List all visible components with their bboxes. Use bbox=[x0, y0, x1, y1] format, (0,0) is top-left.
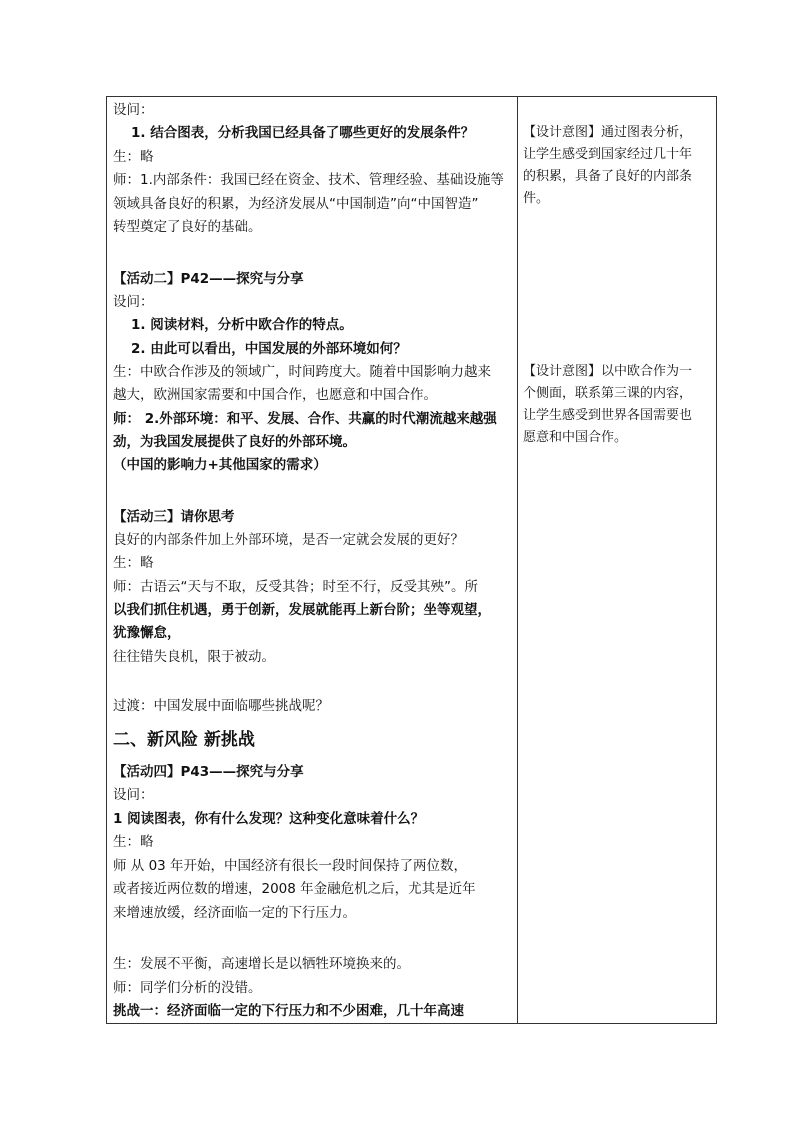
column-divider bbox=[517, 97, 518, 1023]
teacher-text: 领域具备良好的积累，为经济发展从“中国制造”向“中国智造” bbox=[113, 196, 479, 212]
question: 1 阅读图表，你有什么发现？这种变化意味着什么？ bbox=[113, 811, 425, 827]
teacher-text: 或者接近两位数的增速，2008 年金融危机之后，尤其是近年 bbox=[113, 881, 476, 897]
teacher-text: 以我们抓住机遇，勇于创新，发展就能再上新台阶；坐等观望， bbox=[113, 602, 491, 618]
teacher-text: 师：古语云“天与不取，反受其咎；时至不行，反受其殃”。所 bbox=[113, 579, 478, 595]
lesson-plan-table bbox=[106, 96, 717, 1024]
teacher-text: 犹豫懈怠， bbox=[113, 625, 181, 641]
ask-label: 设问： bbox=[113, 102, 154, 118]
teacher-text: 师 从 03 年开始，中国经济有很长一段时间保持了两位数， bbox=[113, 858, 468, 874]
student-answer: 生：中欧合作涉及的领域广，时间跨度大。随着中国影响力越来 bbox=[113, 364, 491, 380]
student-answer: 生：略 bbox=[113, 149, 154, 165]
question: 1. 阅读材料，分析中欧合作的特点。 bbox=[131, 317, 353, 333]
transition-text: 过渡：中国发展中面临哪些挑战呢？ bbox=[113, 698, 329, 714]
note-line: 的积累，具备了良好的内部条 bbox=[523, 169, 693, 184]
challenge-text: 挑战一：经济面临一定的下行压力和不少困难，几十年高速 bbox=[113, 1003, 464, 1019]
activity-title: 【活动二】P42——探究与分享 bbox=[113, 271, 304, 287]
summary-note: （中国的影响力+其他国家的需求） bbox=[113, 457, 327, 473]
question: 2. 由此可以看出，中国发展的外部环境如何？ bbox=[131, 341, 407, 357]
student-answer: 生：发展不平衡，高速增长是以牺牲环境换来的。 bbox=[113, 956, 410, 972]
note-line: 件。 bbox=[523, 191, 550, 206]
student-answer: 生：略 bbox=[113, 834, 154, 850]
activity-title: 【活动四】P43——探究与分享 bbox=[113, 764, 304, 780]
teacher-text: 师：同学们分析的没错。 bbox=[113, 980, 262, 996]
question: 1. 结合图表，分析我国已经具备了哪些更好的发展条件？ bbox=[131, 125, 475, 141]
note-line: 让学生感受到国家经过几十年 bbox=[523, 147, 693, 162]
ask-label: 设问： bbox=[113, 787, 154, 803]
student-answer: 生：略 bbox=[113, 555, 154, 571]
question: 良好的内部条件加上外部环境，是否一定就会发展的更好？ bbox=[113, 532, 464, 548]
teacher-text: 来增速放缓，经济面临一定的下行压力。 bbox=[113, 905, 356, 921]
design-intent-note bbox=[523, 122, 713, 210]
note-line: 让学生感受到世界各国需要也 bbox=[523, 408, 693, 423]
teacher-text: 转型奠定了良好的基础。 bbox=[113, 219, 262, 235]
teacher-text: 往往错失良机，限于被动。 bbox=[113, 649, 275, 665]
note-line: 【设计意图】以中欧合作为一 bbox=[523, 364, 693, 379]
activity-title: 【活动三】请你思考 bbox=[113, 509, 235, 525]
teacher-text: 师： 2.外部环境：和平、发展、合作、共赢的时代潮流越来越强 bbox=[113, 411, 497, 427]
note-line: 愿意和中国合作。 bbox=[523, 430, 628, 445]
teacher-text: 劲，为我国发展提供了良好的外部环境。 bbox=[113, 434, 356, 450]
design-intent-note bbox=[523, 361, 713, 449]
ask-label: 设问： bbox=[113, 294, 154, 310]
note-line: 【设计意图】通过图表分析， bbox=[523, 125, 693, 140]
section-heading: 二、新风险 新挑战 bbox=[113, 730, 255, 750]
note-line: 个侧面，联系第三课的内容， bbox=[523, 386, 693, 401]
teacher-text: 师：1.内部条件：我国已经在资金、技术、管理经验、基础设施等 bbox=[113, 172, 504, 188]
student-answer: 越大，欧洲国家需要和中国合作，也愿意和中国合作。 bbox=[113, 387, 437, 403]
